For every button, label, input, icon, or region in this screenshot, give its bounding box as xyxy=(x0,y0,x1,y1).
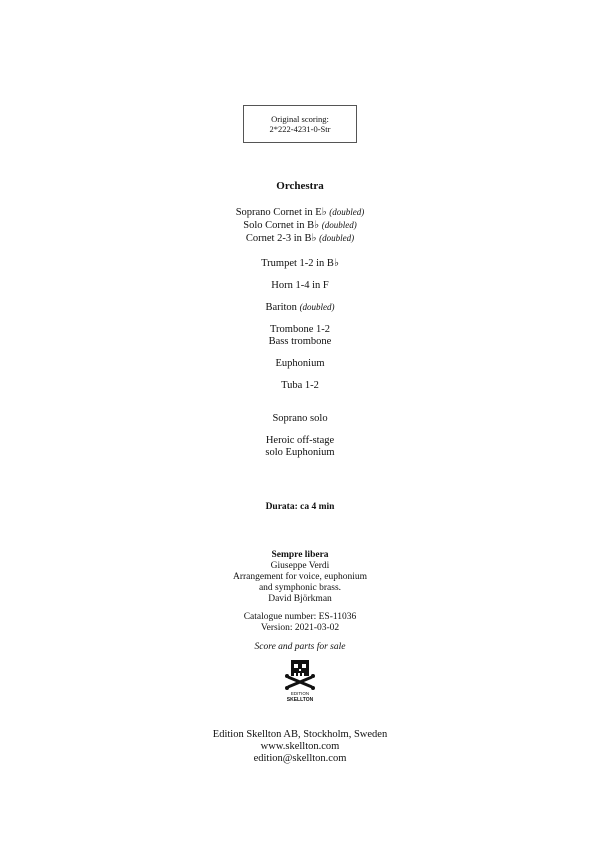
instrument-soprano-solo: Soprano solo xyxy=(272,413,328,424)
instrument-note: (doubled) xyxy=(321,220,357,230)
instrument-bass-trombone: Bass trombone xyxy=(268,336,332,347)
scoring-value: 2*222-4231-0-Str xyxy=(269,124,331,134)
instrument-tuba: Tuba 1-2 xyxy=(281,380,319,391)
instrument-note: (doubled) xyxy=(319,233,355,243)
original-scoring-box xyxy=(243,105,357,143)
publisher-address: Edition Skellton AB, Stockholm, Sweden xyxy=(212,729,388,740)
arrangement-line-2: and symphonic brass. xyxy=(258,583,342,593)
durata: Durata: ca 4 min xyxy=(265,502,335,512)
instrument-name: Cornet 2-3 in B♭ xyxy=(245,233,317,244)
instrument-note: (doubled) xyxy=(299,302,335,312)
instrument-trumpet: Trumpet 1-2 in B♭ xyxy=(261,258,339,269)
instrument-cornet-2-3 xyxy=(0,232,600,245)
instrument-soprano-cornet xyxy=(0,206,600,219)
sale-note: Score and parts for sale xyxy=(254,642,346,652)
publisher-email[interactable]: edition@skellton.com xyxy=(253,753,347,764)
logo-line-1: EDITION xyxy=(290,691,310,696)
instrument-bariton xyxy=(0,301,600,314)
instrument-note: (doubled) xyxy=(329,207,365,217)
arranger: David Björkman xyxy=(268,594,332,604)
composer: Giuseppe Verdi xyxy=(270,561,330,571)
instrument-heroic-off-stage: Heroic off-stage xyxy=(265,435,335,446)
work-title: Sempre libera xyxy=(271,550,329,560)
instrument-name: Bariton xyxy=(265,302,297,313)
instrument-name: Solo Cornet in B♭ xyxy=(243,220,320,231)
instrument-name: Soprano Cornet in E♭ xyxy=(235,207,327,218)
logo-line-2: SKELLTON xyxy=(286,697,314,702)
catalogue-number: Catalogue number: ES-11036 xyxy=(243,612,357,622)
instrument-trombone: Trombone 1-2 xyxy=(270,324,330,335)
orchestra-heading: Orchestra xyxy=(276,180,324,192)
instrument-euphonium: Euphonium xyxy=(275,358,325,369)
instrument-horn: Horn 1-4 in F xyxy=(271,280,329,291)
instrument-solo-cornet xyxy=(0,219,600,232)
skull-crossbones-icon xyxy=(284,660,316,710)
version: Version: 2021-03-02 xyxy=(260,623,340,633)
scoring-label: Original scoring: xyxy=(271,114,329,124)
publisher-website[interactable]: www.skellton.com xyxy=(260,741,340,752)
instrument-solo-euphonium: solo Euphonium xyxy=(265,447,335,458)
arrangement-line-1: Arrangement for voice, euphonium xyxy=(232,572,367,582)
